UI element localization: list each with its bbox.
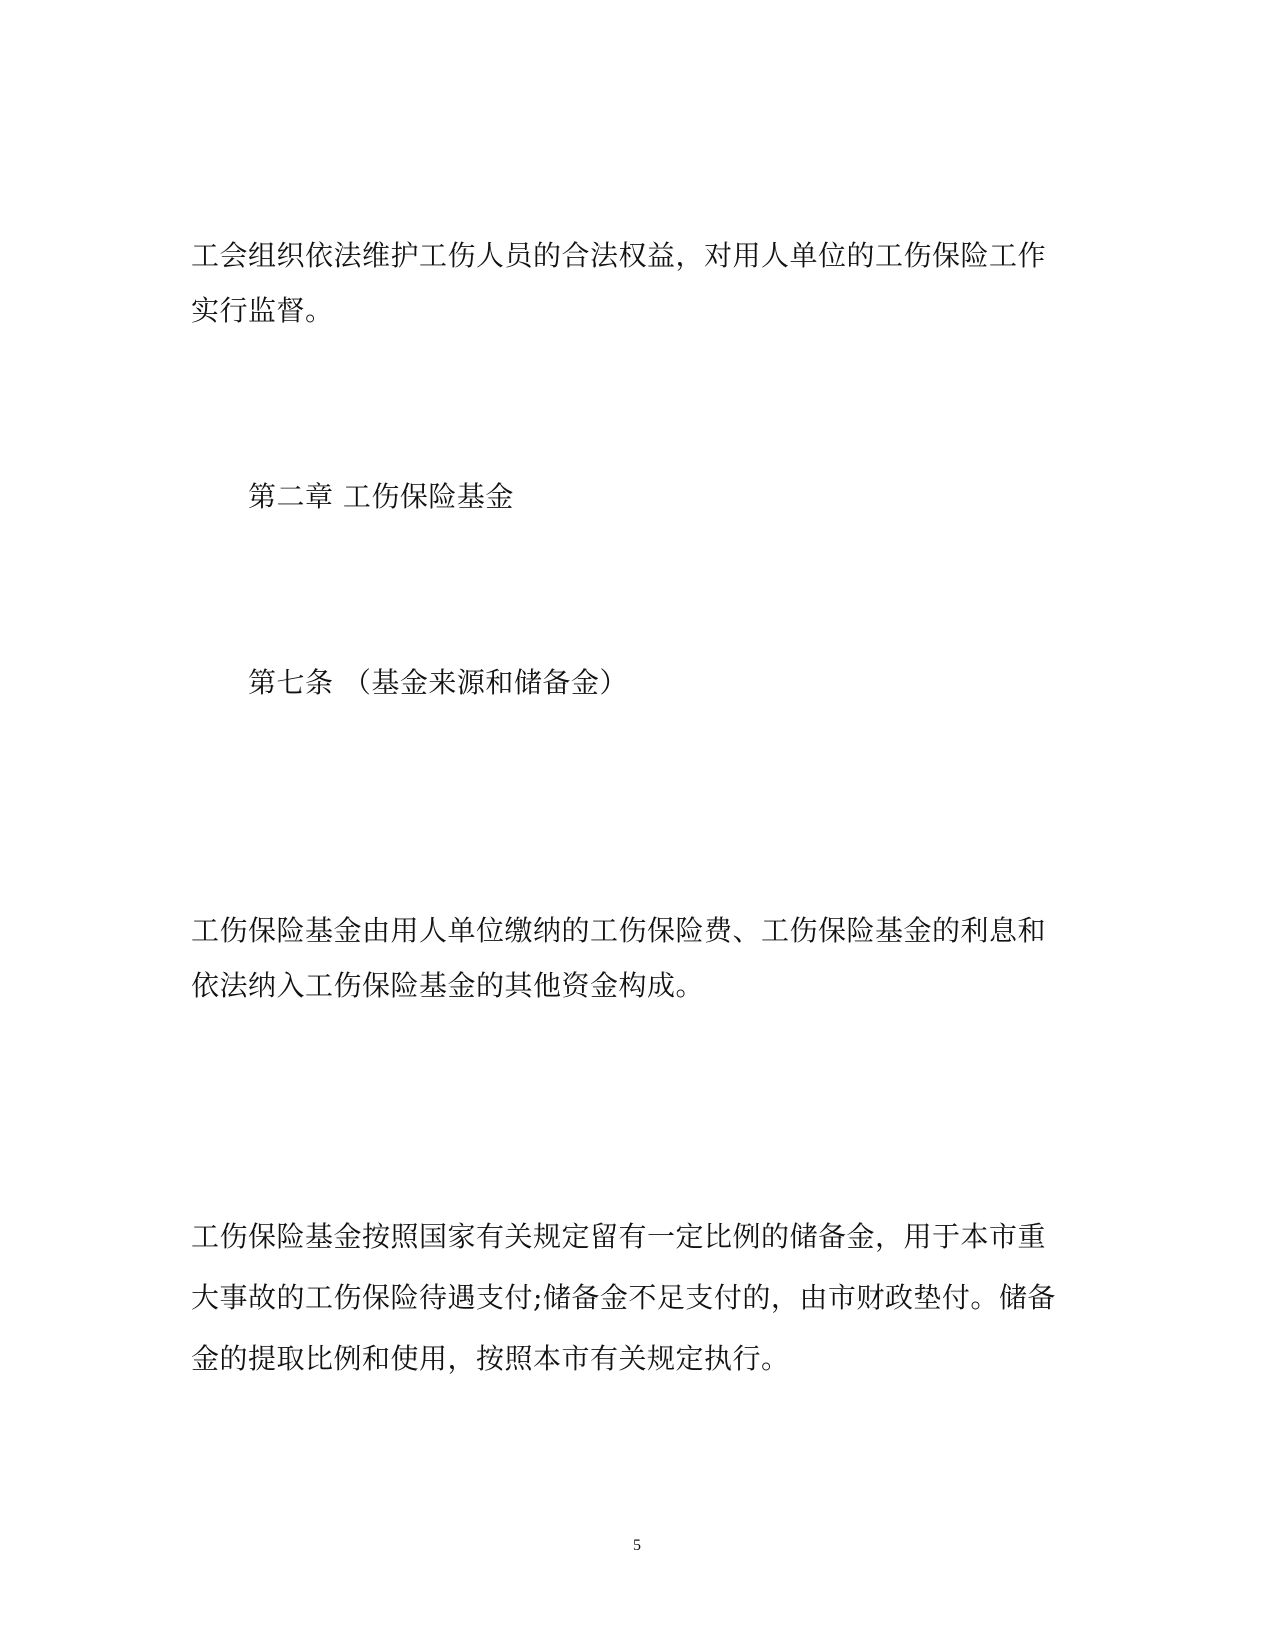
paragraph-2-line-2: 依法纳入工伤保险基金的其他资金构成。 [191, 969, 705, 1002]
paragraph-3-line-3: 金的提取比例和使用，按照本市有关规定执行。 [191, 1342, 790, 1375]
paragraph-1-line-1: 工会组织依法维护工伤人员的合法权益，对用人单位的工伤保险工作 [191, 239, 1047, 272]
article-heading: 第七条 （基金来源和储备金） [248, 666, 628, 699]
page-number: 5 [633, 1537, 641, 1554]
chapter-heading: 第二章 工伤保险基金 [248, 480, 514, 513]
paragraph-2-line-1: 工伤保险基金由用人单位缴纳的工伤保险费、工伤保险基金的利息和 [191, 914, 1047, 947]
paragraph-1-line-2: 实行监督。 [191, 294, 334, 327]
paragraph-3-line-1: 工伤保险基金按照国家有关规定留有一定比例的储备金，用于本市重 [191, 1220, 1047, 1253]
paragraph-3-line-2: 大事故的工伤保险待遇支付;储备金不足支付的，由市财政垫付。储备 [191, 1281, 1056, 1314]
